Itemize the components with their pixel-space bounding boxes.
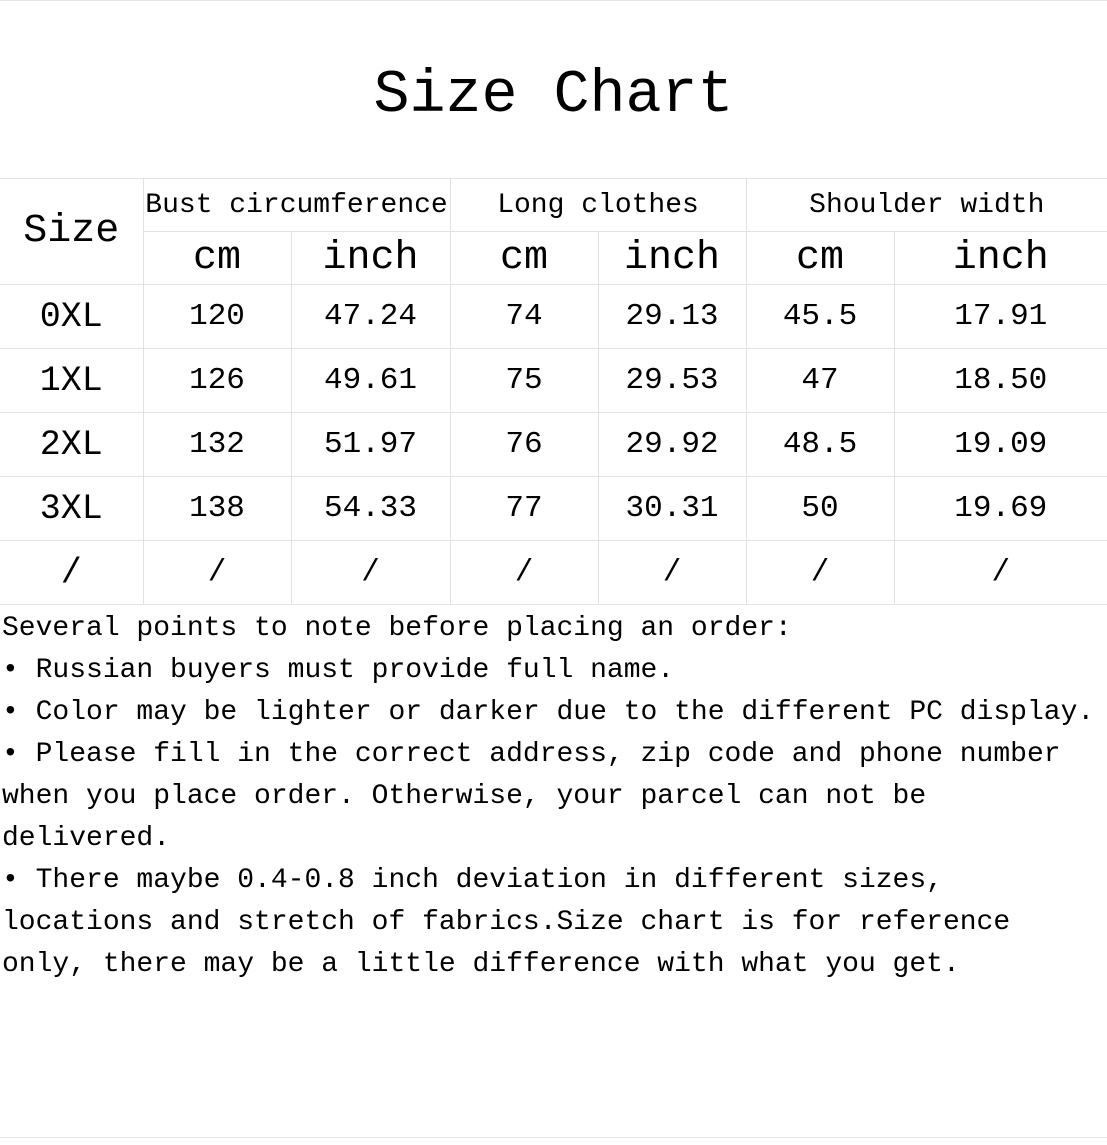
table-cell: 138 — [143, 477, 291, 541]
size-column-header: Size — [0, 179, 143, 285]
note-item: • Please fill in the correct address, zip code and phone number when you place order. Otherwise, your parcel can not be delivered. — [2, 739, 1061, 854]
table-cell: 54.33 — [291, 477, 450, 541]
table-cell: 132 — [143, 413, 291, 477]
note-item: • Russian buyers must provide full name. — [2, 655, 675, 686]
bust-circumference-header: Bust circumference — [143, 179, 450, 232]
notes-heading: Several points to note before placing an order: — [2, 613, 792, 644]
table-cell: 49.61 — [291, 349, 450, 413]
table-cell: 30.31 — [598, 477, 746, 541]
table-header-row — [0, 179, 1107, 232]
table-row — [0, 541, 1107, 605]
table-cell: 48.5 — [746, 413, 894, 477]
unit-header: inch — [598, 232, 746, 285]
size-cell: 1XL — [0, 349, 143, 413]
size-table — [0, 178, 1107, 605]
table-cell: 76 — [450, 413, 598, 477]
table-row — [0, 285, 1107, 349]
size-cell: 2XL — [0, 413, 143, 477]
note-item: • Color may be lighter or darker due to the different PC display. — [2, 697, 1095, 728]
table-cell: 19.69 — [894, 477, 1107, 541]
order-notes — [2, 608, 1102, 986]
table-cell: 126 — [143, 349, 291, 413]
table-cell: 45.5 — [746, 285, 894, 349]
table-cell: 29.13 — [598, 285, 746, 349]
size-cell: / — [0, 541, 143, 605]
table-cell: 19.09 — [894, 413, 1107, 477]
page-title: Size Chart — [373, 62, 734, 130]
table-cell: 75 — [450, 349, 598, 413]
unit-header: inch — [291, 232, 450, 285]
table-cell: / — [291, 541, 450, 605]
table-cell: 18.50 — [894, 349, 1107, 413]
table-unit-row — [0, 232, 1107, 285]
table-cell: / — [450, 541, 598, 605]
table-cell: 77 — [450, 477, 598, 541]
unit-header: inch — [894, 232, 1107, 285]
table-row — [0, 349, 1107, 413]
table-cell: 50 — [746, 477, 894, 541]
size-cell: 0XL — [0, 285, 143, 349]
long-clothes-header: Long clothes — [450, 179, 746, 232]
table-cell: 17.91 — [894, 285, 1107, 349]
unit-header: cm — [746, 232, 894, 285]
top-divider — [0, 0, 1107, 1]
table-cell: 51.97 — [291, 413, 450, 477]
table-cell: 120 — [143, 285, 291, 349]
table-cell: / — [746, 541, 894, 605]
note-item: • There maybe 0.4-0.8 inch deviation in different sizes, locations and stretch of fabrics.Size chart is for reference only, there may be a little difference with what you get. — [2, 865, 1011, 980]
table-cell: 74 — [450, 285, 598, 349]
table-cell: 47 — [746, 349, 894, 413]
size-cell: 3XL — [0, 477, 143, 541]
table-cell: / — [894, 541, 1107, 605]
table-cell: 29.53 — [598, 349, 746, 413]
unit-header: cm — [143, 232, 291, 285]
table-cell: / — [143, 541, 291, 605]
table-cell: 47.24 — [291, 285, 450, 349]
table-cell: / — [598, 541, 746, 605]
bottom-divider — [0, 1137, 1107, 1138]
shoulder-width-header: Shoulder width — [746, 179, 1107, 232]
unit-header: cm — [450, 232, 598, 285]
table-row — [0, 413, 1107, 477]
table-cell: 29.92 — [598, 413, 746, 477]
table-row — [0, 477, 1107, 541]
